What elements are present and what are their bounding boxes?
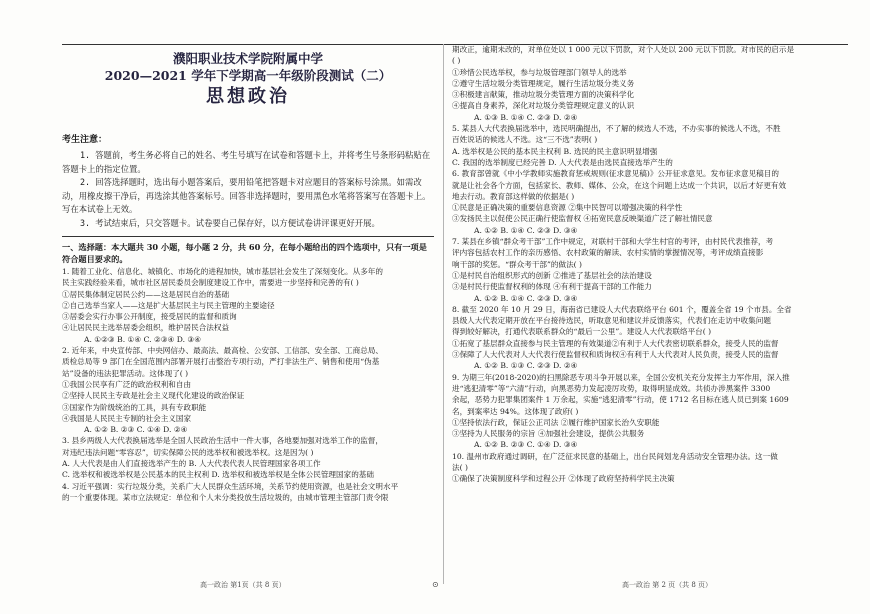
- question-line: ②自己选举当家人——这是扩大基层民主与民主管理的主要途径: [62, 300, 275, 310]
- question-line: ②坚持人民民主专政是社会主义现代化建设的政治保证: [62, 391, 245, 401]
- question-line: 4. 习近平强调：实行垃圾分类，关系广大人民群众生活环境，关系节约使用资源，也是社会文明水平: [62, 481, 399, 491]
- question-line: ( ): [452, 56, 461, 66]
- question-line: ①是村民自治组织形式的创新 ②推进了基层社会的法治建设: [452, 270, 652, 280]
- subject-title: 思想政治: [206, 86, 290, 107]
- question-line: 6. 教育部曾就《中小学教师实施教育惩戒规则(征求意见稿)》公开征求意见。发布征求意见稿目的: [452, 169, 779, 179]
- left-column: [62, 50, 434, 503]
- question-line: ①坚持依法行政，保证公正司法 ②履行维护国家长治久安职能: [452, 417, 660, 427]
- binding-mark-icon: ⊙: [432, 580, 439, 589]
- page-footer-left: 高一政治 第1页（共 8 页）: [200, 581, 286, 589]
- answer-options: A. ①② B. ①④ C. ②③ D. ③④: [474, 293, 578, 303]
- question-line: 7. 某县在乡镇“群众考干部”工作中规定，对联村干部和大学生村官的考评，由村民代表推荐，考: [452, 237, 774, 247]
- question-line: ①居民集体制定居民公约——这是居民自治的基础: [62, 289, 230, 299]
- question-line: 1. 随着工业化、信息化、城镇化、市场化的进程加快，城市基层社会发生了深刻变化。从多年的: [62, 267, 383, 276]
- question-line: ③居委会实行办事公开制度，接受居民的监督和质询: [62, 312, 237, 322]
- question-line: 响干部的奖惩。“群众考干部”的做法( ): [452, 259, 583, 269]
- question-line: A. 人大代表是由人们直接选举产生的 B. 人大代表代表人民管理国家各项工作: [62, 459, 321, 469]
- question-line: C. 我国的选举制度已经完善 D. 人大代表是由选民直接选举产生的: [452, 157, 673, 167]
- question-line: ③国家作为阶级统治的工具，具有专政职能: [62, 402, 207, 412]
- question-line: 余起，恶势力犯罪集团案件 1 万余起，实施“逃犯清零”行动，使 1712 名目标在逃人员已到案 1609: [452, 395, 789, 405]
- question-line: ③发扬民主以促使公民正确行使监督权 ④拓宽民意反映渠道广泛了解社情民意: [452, 214, 713, 224]
- column-divider: [443, 44, 444, 584]
- question-line: 站”设备的违法犯罪活动。这体现了( ): [62, 368, 189, 378]
- answer-options: A. ①② B. ①④ C. ②③ D. ③④: [474, 225, 578, 235]
- question-line: ②遵守生活垃圾分类管理规定，履行生活垃圾分类义务: [452, 78, 635, 88]
- question-line: ①拓宽了基层群众直接参与民主管理的有效渠道②有利于人大代表密切联系群众，接受人民的监督: [452, 338, 779, 348]
- question-line: ③保障了人大代表对人大代表行使监督权和质询权④有利于人大代表对人民负责，接受人民的监督: [452, 350, 779, 360]
- answer-options: A. ①②③ B. ①④ C. ②③④ D. ③④: [84, 334, 202, 344]
- right-column: [452, 44, 850, 485]
- question-line: 进“逃犯清零”等“六清”行动，向黑恶势力发起凌厉攻势，取得明显成效。共侦办涉黑案件 3300: [452, 383, 771, 393]
- section-rule: [62, 236, 434, 237]
- notice-item: 1. 答题前，考生务必将自己的姓名、考生号填写在试卷和答题卡上，并将考生号条形码粘贴在答题卡上的指定位置。: [62, 150, 431, 174]
- question-line: 百姓说话的候选人不选。这“三不选”表明( ): [452, 135, 598, 145]
- question-line: 就是让社会各个方面，包括家长、教师、媒体、公众，在这个问题上达成一个共识，以后才好更有效: [452, 180, 787, 190]
- page-footer-right: 高一政治 第 2 页（共 8 页）: [622, 581, 713, 589]
- question-line: ④让居民民主选举居委会组织，维护居民合法权益: [62, 323, 230, 333]
- question-line: 的一个重要体现。某市立法规定：单位和个人未分类投放生活垃圾的，由城市管理主管部门责令限: [62, 492, 389, 502]
- exam-term: 2020—2021 学年下学期高一年级阶段测试（二）: [104, 68, 392, 83]
- question-line: ①珍惜公民选举权，参与垃圾管理部门领导人的选举: [452, 67, 627, 77]
- section-title: 一、选择题：本大题共 30 小题，每小题 2 分，共 60 分，在每小题给出的四个选项中，只有一项是符合题目要求的。: [62, 242, 427, 264]
- question-line: 评内容包括农村工作的亲历感悟、农村政策的解读、农村实情的掌握情况等，考评成绩直接影: [452, 248, 764, 258]
- question-line: ③坚持为人民服务的宗旨 ④加强社会建设，提供公共服务: [452, 429, 645, 439]
- question-line: ③是村民行使监督权利的体现 ④有利于提高干部的工作能力: [452, 282, 652, 292]
- question-line: 质检总局等 9 部门在全国范围内部署开展打击整治专项行动，严打非法生产、销售和使用“伪基: [62, 357, 380, 367]
- question-line: 县级人大代表定期开放在平台接待选民，听取意见和建议并反馈落实，代表们在走访中收集问题: [452, 316, 771, 326]
- question-line: ④提高自身素养，深化对垃圾分类管理规定意义的认识: [452, 101, 635, 111]
- question-line: 对违纪违法问题“零容忍”，切实保障公民的选举权和被选举权。这是因为( ): [62, 447, 314, 457]
- question-line: 9. 为期三年(2018-2020)的扫黑除恶专项斗争开展以来，全国公安机关充分发挥主力军作用，深入推: [452, 372, 790, 382]
- question-line: 法( ): [452, 462, 468, 472]
- answer-options: A. ①② B. ②③ C. ①④ D. ③④: [474, 440, 578, 450]
- question-line: 期改正，逾期未改的，对单位处以 1 000 元以下罚款，对个人处以 200 元以下罚款。对市民的启示是: [452, 45, 795, 54]
- question-line: 民主实践经验来看，城市社区居民委员会制度建设工作中，需要进一步坚持和完善的有( ): [62, 278, 359, 288]
- answer-options: A. ①② B. ②③ C. ①④ D. ②④: [84, 425, 188, 435]
- question-line: 2. 近年来，中央宣传部、中央网信办、最高法、最高检、公安部、工信部、安全部、工商总局、: [62, 346, 383, 356]
- question-line: 名，到案率达 94%。这体现了政府( ): [452, 406, 579, 416]
- question-line: ①确保了决策制度科学和过程公开 ②体现了政府坚持科学民主决策: [452, 474, 675, 484]
- question-line: 地去行动。教育部这样做的依据是( ): [452, 191, 575, 201]
- question-line: ①民意是正确决策的重要信息资源 ②集中民智可以增强决策的科学性: [452, 203, 683, 213]
- notice-title: 考生注意：: [62, 135, 108, 145]
- question-line: ③积极建言献策，推动垃圾分类管理方面的决策科学化: [452, 90, 635, 100]
- school-name: 濮阳职业技术学院附属中学: [172, 51, 323, 66]
- question-line: 3. 县乡两级人大代表换届选举是全国人民政治生活中一件大事，各地要加强对选举工作的监督，: [62, 436, 383, 446]
- question-line: 10. 温州市政府通过调研，在广泛征求民意的基础上，出台民间划龙舟活动安全管理办法。这一做: [452, 451, 778, 461]
- notice-item: 2. 回答选择题时，选出每小题答案后，要用铅笔把答题卡对应题目的答案标号涂黑。如需改动，用橡皮擦干净后，再选涂其他答案标号。回答非选择题时，要用黑色水笔将答案写在答题卡上。写在本试卷上无效。: [62, 177, 431, 214]
- question-line: ④我国是人民民主专制的社会主义国家: [62, 413, 192, 423]
- notice-item: 3. 考试结束后，只交答题卡。试卷要自己保存好，以方便试卷讲评课更好开展。: [80, 217, 380, 228]
- question-line: C. 选举权和被选举权是公民基本的民主权利 D. 选举权和被选举权是全体公民管理国家的基础: [62, 470, 374, 480]
- answer-options: A. ①③ B. ①④ C. ②③ D. ②④: [474, 112, 578, 122]
- question-line: 5. 某县人大代表换届选举中，选民明确提出，不了解的候选人不选，不办实事的候选人不选，不胜: [452, 124, 781, 134]
- question-line: 8. 截至 2020 年 10 月 29 日，海南省已建设人大代表联络平台 601 个，覆盖全省 19 个市县。全省: [452, 304, 792, 314]
- question-line: ①我国公民享有广泛的政治权利和自由: [62, 379, 192, 389]
- question-line: A. 选举权是公民的基本民主权利 B. 选民的民主意识明显增强: [452, 146, 658, 156]
- answer-options: A. ①② B. ①③ C. ②③ D. ②④: [474, 361, 578, 371]
- question-line: 得到较好解决，打通代表联系群众的“最后一公里”。建设人大代表联络平台( ): [452, 327, 712, 337]
